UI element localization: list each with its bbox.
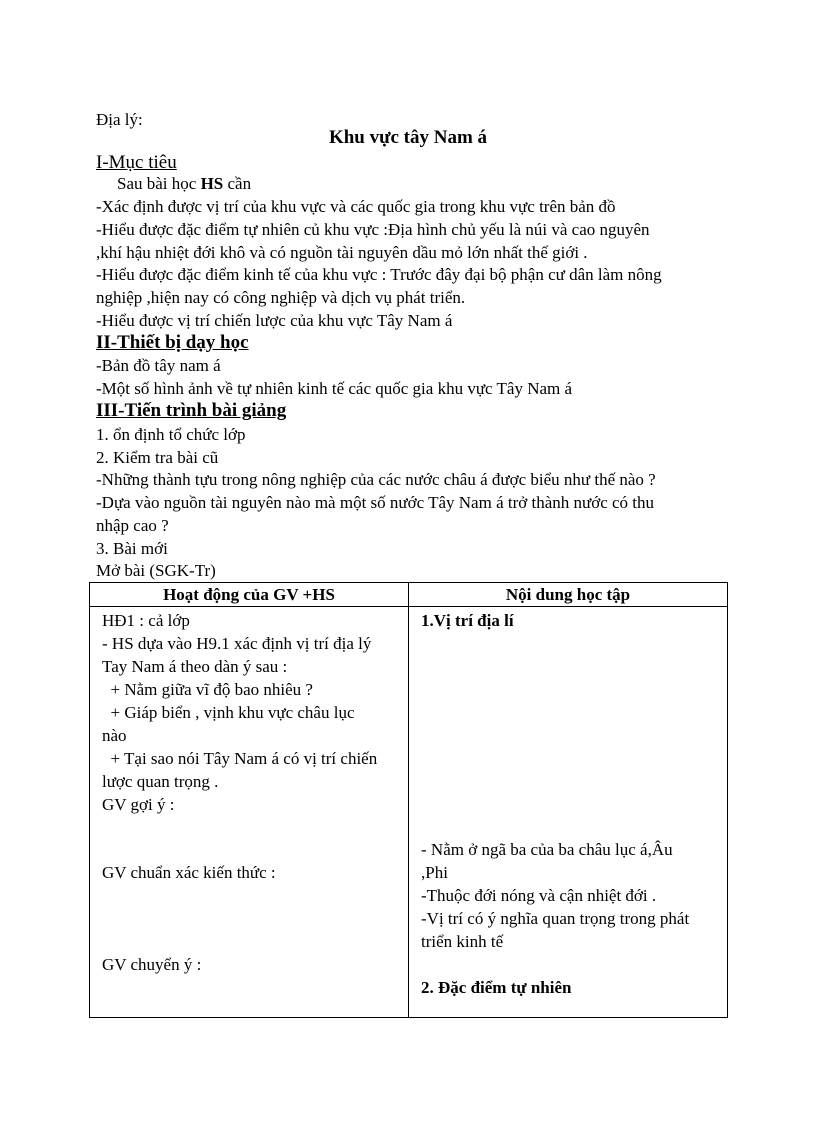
objective-item: nghiệp ,hiện nay có công nghiệp và dịch vụ phát triển.: [96, 288, 466, 307]
equipment-heading: II-Thiết bị dạy học: [96, 332, 249, 353]
content-line: -Vị trí có ý nghĩa quan trọng trong phát: [421, 909, 690, 928]
activity-line: GV gợi ý :: [102, 795, 175, 814]
activity-line: GV chuẩn xác kiến thức :: [102, 863, 276, 882]
activity-line: + Tại sao nói Tây Nam á có vị trí chiến: [102, 749, 378, 768]
content-heading-location: 1.Vị trí địa lí: [421, 611, 514, 630]
objectives-intro-bold: HS: [200, 174, 224, 193]
activities-cell: [90, 607, 409, 1018]
objective-item: -Xác định được vị trí của khu vực và các quốc gia trong khu vực trên bản đồ: [96, 197, 616, 216]
activity-line: Tay Nam á theo dàn ý sau :: [102, 657, 288, 676]
process-item: 1. ổn định tổ chức lớp: [96, 425, 246, 444]
process-item: 2. Kiểm tra bài cũ: [96, 448, 219, 467]
header-content: Nội dung học tập: [409, 583, 728, 607]
subject-label: Địa lý:: [96, 110, 143, 129]
content-cell: [409, 607, 728, 1018]
process-item: Mở bài (SGK-Tr): [96, 561, 216, 580]
equipment-item: -Một số hình ảnh về tự nhiên kinh tế các quốc gia khu vực Tây Nam á: [96, 379, 573, 398]
objective-item: -Hiểu được vị trí chiến lược của khu vực Tây Nam á: [96, 311, 453, 330]
process-heading: III-Tiến trình bài giảng: [96, 400, 287, 421]
activity-line: lược quan trọng .: [102, 772, 219, 791]
content-line: -Thuộc đới nóng và cận nhiệt đới .: [421, 886, 657, 905]
activity-line: - HS dựa vào H9.1 xác định vị trí địa lý: [102, 634, 372, 653]
header-activities: Hoạt động của GV +HS: [90, 583, 409, 607]
content-heading-nature: 2. Đặc điểm tự nhiên: [421, 978, 572, 997]
table-row: [90, 607, 728, 1018]
content-line: ,Phi: [421, 863, 448, 882]
lesson-title: Khu vực tây Nam á: [328, 127, 488, 148]
process-item: -Dựa vào nguồn tài nguyên nào mà một số nước Tây Nam á trở thành nước có thu: [96, 493, 655, 512]
objective-item: ,khí hậu nhiệt đới khô và có nguồn tài nguyên dầu mỏ lớn nhất thế giới .: [96, 243, 588, 262]
content-line: triển kinh tế: [421, 932, 504, 951]
table-header-row: [90, 583, 728, 607]
process-item: nhập cao ?: [96, 516, 169, 535]
objective-item: -Hiểu được đặc điểm tự nhiên củ khu vực :Địa hình chủ yếu là núi và cao nguyên: [96, 220, 650, 239]
objective-item: -Hiểu được đặc điểm kinh tế của khu vực : Trước đây đại bộ phận cư dân làm nông: [96, 265, 662, 284]
objectives-intro: [117, 173, 251, 195]
activity-line: + Nằm giữa vĩ độ bao nhiêu ?: [102, 680, 313, 699]
content-line: - Nằm ở ngã ba của ba châu lục á,Âu: [421, 840, 673, 859]
lesson-table: [89, 582, 728, 1018]
activity-line: GV chuyển ý :: [102, 955, 202, 974]
process-item: 3. Bài mới: [96, 539, 168, 558]
equipment-item: -Bản đồ tây nam á: [96, 356, 221, 375]
process-item: -Những thành tựu trong nông nghiệp của các nước châu á được biểu như thế nào ?: [96, 470, 656, 489]
activity-line: HĐ1 : cả lớp: [102, 611, 190, 630]
objectives-heading: I-Mục tiêu: [96, 152, 177, 173]
activity-line: + Giáp biển , vịnh khu vực châu lục: [102, 703, 355, 722]
activity-line: nào: [102, 726, 127, 745]
objectives-intro-prefix: Sau bài học: [117, 174, 201, 193]
objectives-intro-suffix: cần: [223, 174, 252, 193]
